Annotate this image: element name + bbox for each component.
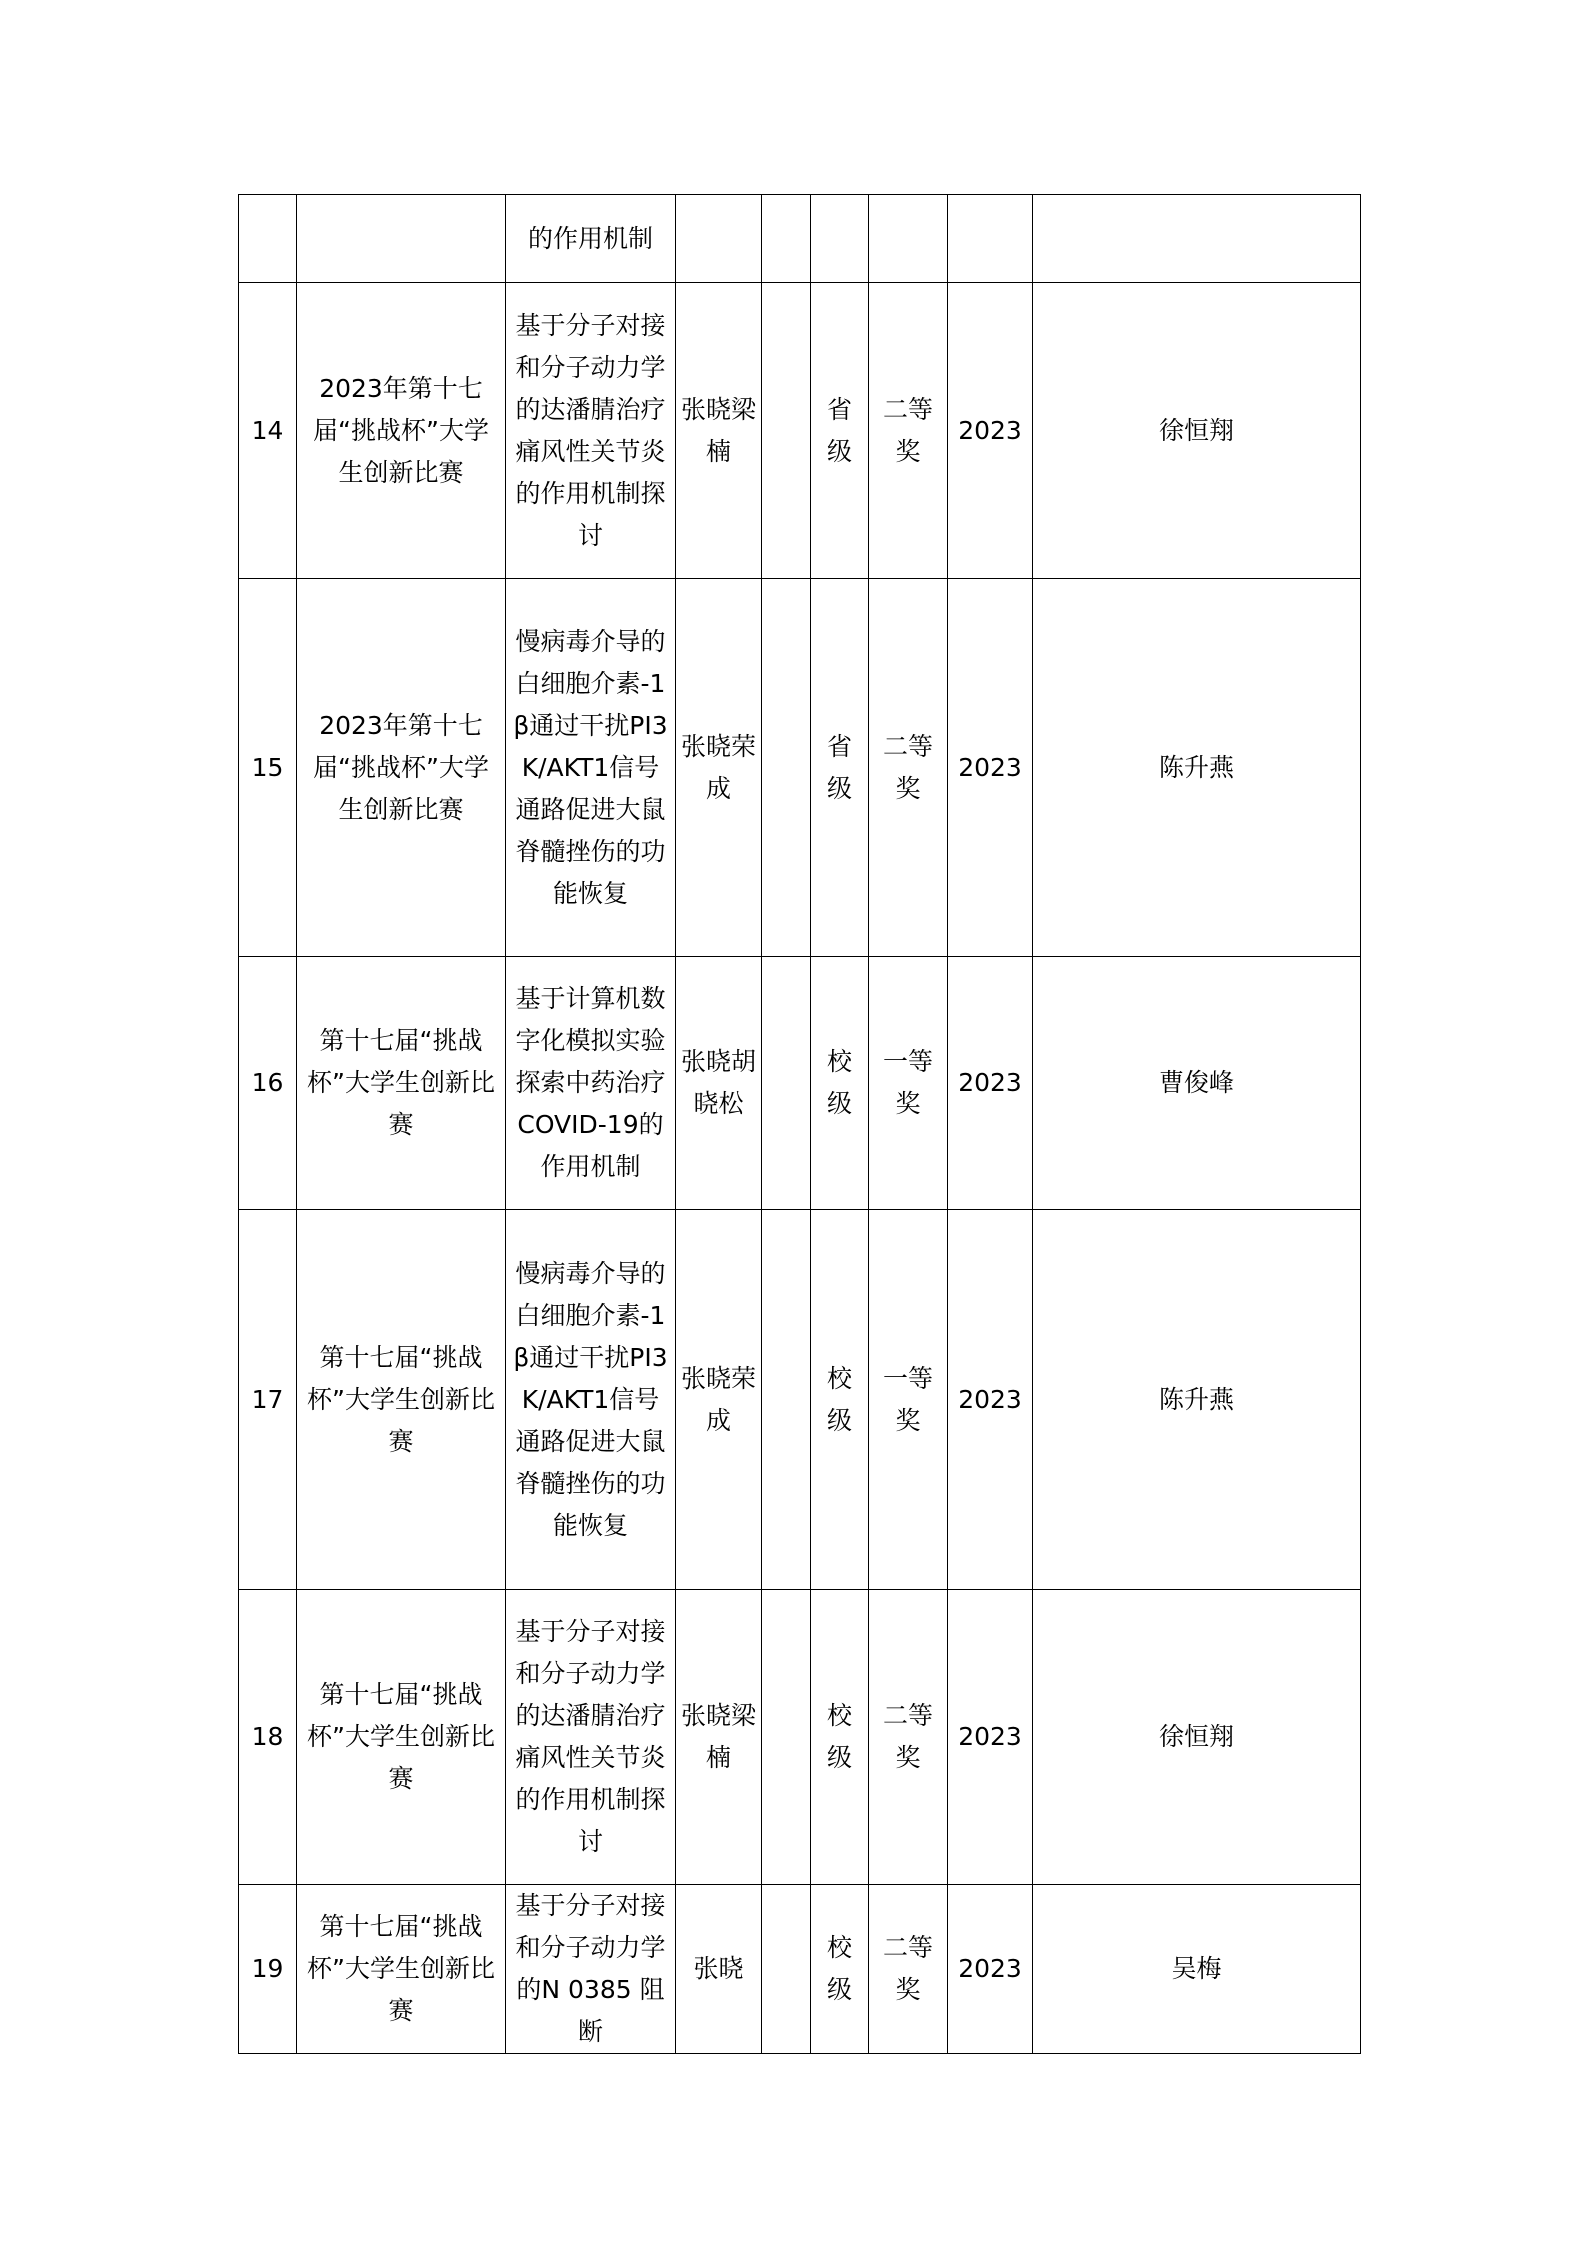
cell-year: 2023 [948,283,1033,579]
cell-blank [762,195,811,283]
cell-topic: 慢病毒介导的白细胞介素-1β通过干扰PI3K/AKT1信号通路促进大鼠脊髓挫伤的功能恢复 [506,1210,676,1590]
table-row [239,1885,1361,2054]
cell-no: 14 [239,283,297,579]
cell-no: 19 [239,1885,297,2054]
cell-blank [762,1590,811,1885]
table-row [239,1590,1361,1885]
cell-award: 二等奖 [869,1885,948,2054]
cell-no [239,195,297,283]
cell-no: 15 [239,579,297,957]
cell-advisor: 陈升燕 [1033,579,1361,957]
cell-competition: 第十七届“挑战杯”大学生创新比赛 [297,1885,506,2054]
cell-level: 省级 [811,283,869,579]
cell-award: 一等奖 [869,957,948,1210]
cell-no: 18 [239,1590,297,1885]
cell-students: 张晓梁楠 [676,283,762,579]
cell-topic: 基于分子对接和分子动力学的N 0385 阻断 [506,1885,676,2054]
cell-level: 校级 [811,1210,869,1590]
cell-year: 2023 [948,579,1033,957]
cell-students [676,195,762,283]
cell-advisor [1033,195,1361,283]
cell-no: 16 [239,957,297,1210]
cell-blank [762,283,811,579]
cell-award [869,195,948,283]
cell-topic: 的作用机制 [506,195,676,283]
cell-students: 张晓梁楠 [676,1590,762,1885]
cell-year: 2023 [948,1590,1033,1885]
cell-students: 张晓荣成 [676,1210,762,1590]
cell-students: 张晓胡晓松 [676,957,762,1210]
table-row [239,957,1361,1210]
cell-award: 二等奖 [869,283,948,579]
cell-competition: 第十七届“挑战杯”大学生创新比赛 [297,1210,506,1590]
cell-level: 校级 [811,1885,869,2054]
cell-competition: 2023年第十七届“挑战杯”大学生创新比赛 [297,283,506,579]
cell-advisor: 曹俊峰 [1033,957,1361,1210]
cell-award: 二等奖 [869,1590,948,1885]
table-row [239,283,1361,579]
cell-topic: 慢病毒介导的白细胞介素-1β通过干扰PI3K/AKT1信号通路促进大鼠脊髓挫伤的功能恢复 [506,579,676,957]
cell-year [948,195,1033,283]
cell-blank [762,957,811,1210]
cell-year: 2023 [948,1210,1033,1590]
cell-award: 一等奖 [869,1210,948,1590]
table-row-continuation [239,195,1361,283]
cell-blank [762,1210,811,1590]
cell-competition: 2023年第十七届“挑战杯”大学生创新比赛 [297,579,506,957]
cell-topic: 基于计算机数字化模拟实验探索中药治疗COVID-19的作用机制 [506,957,676,1210]
table-row [239,579,1361,957]
cell-competition: 第十七届“挑战杯”大学生创新比赛 [297,1590,506,1885]
cell-year: 2023 [948,1885,1033,2054]
cell-blank [762,1885,811,2054]
cell-competition: 第十七届“挑战杯”大学生创新比赛 [297,957,506,1210]
cell-students: 张晓荣成 [676,579,762,957]
cell-level: 省级 [811,579,869,957]
cell-no: 17 [239,1210,297,1590]
cell-advisor: 陈升燕 [1033,1210,1361,1590]
table-row [239,1210,1361,1590]
cell-advisor: 吴梅 [1033,1885,1361,2054]
cell-level: 校级 [811,957,869,1210]
cell-topic: 基于分子对接和分子动力学的达潘腈治疗痛风性关节炎的作用机制探讨 [506,283,676,579]
cell-advisor: 徐恒翔 [1033,283,1361,579]
cell-competition [297,195,506,283]
cell-blank [762,579,811,957]
cell-year: 2023 [948,957,1033,1210]
cell-topic: 基于分子对接和分子动力学的达潘腈治疗痛风性关节炎的作用机制探讨 [506,1590,676,1885]
cell-advisor: 徐恒翔 [1033,1590,1361,1885]
cell-level [811,195,869,283]
cell-students: 张晓 [676,1885,762,2054]
awards-table [238,194,1361,2054]
cell-award: 二等奖 [869,579,948,957]
cell-level: 校级 [811,1590,869,1885]
